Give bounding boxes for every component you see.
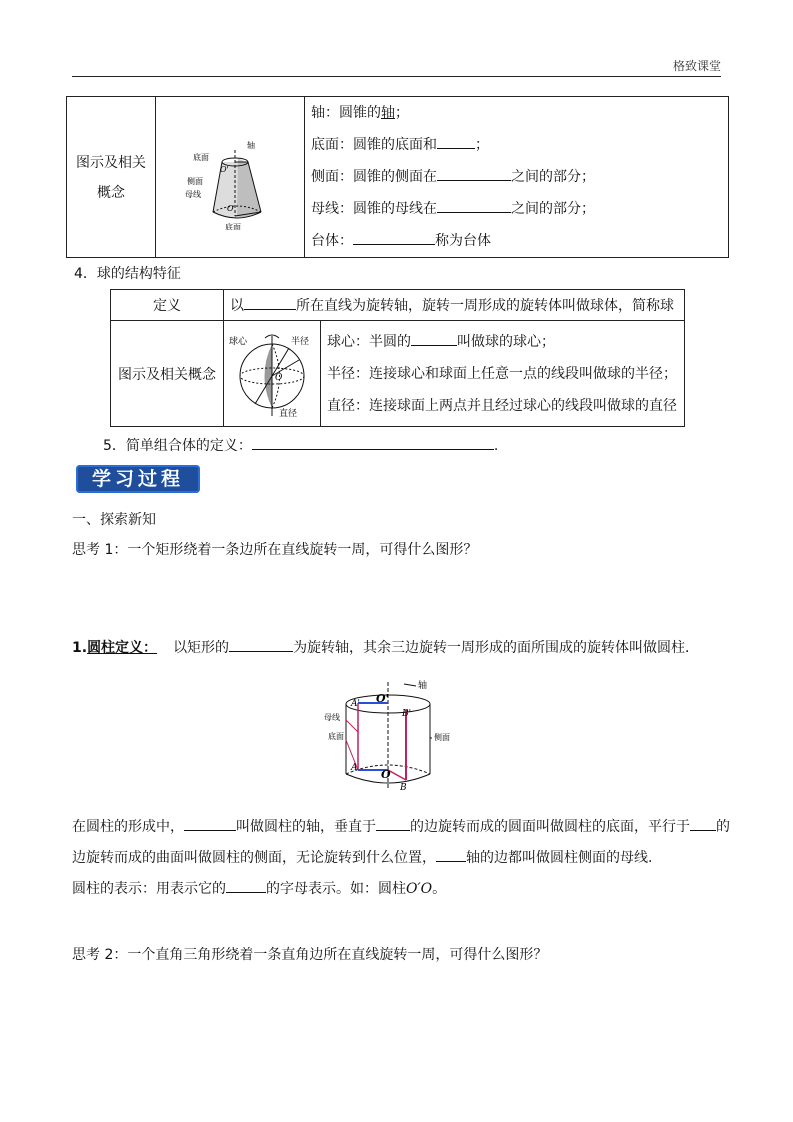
cylinder-o-label: O [381, 768, 391, 781]
formation-line2-p1: 边旋转而成的曲面叫做圆柱的侧面，无论旋转到什么位置， [72, 850, 436, 866]
formation-line2-p2: 轴的边都叫做圆柱侧面的母线. [466, 850, 653, 866]
sphere-fig-label: 图示及相关概念 [111, 321, 224, 427]
frustum-row-generatrix-suffix: 之间的部分； [511, 201, 595, 217]
cylinder-axis-label: 轴 [418, 681, 428, 691]
sphere-row-center [321, 326, 684, 358]
frustum-row-body-blank[interactable] [353, 230, 435, 245]
frustum-row-generatrix-prefix: 母线：圆锥的母线在 [311, 201, 437, 217]
formation-blank-parallel[interactable] [690, 816, 716, 831]
cylinder-oprime-label: O' [376, 692, 389, 705]
frustum-row-generatrix [305, 193, 728, 225]
notation-example: O′O [406, 881, 433, 897]
cylinder-definition [72, 637, 699, 657]
sphere-diameter-label: 直径 [279, 408, 298, 419]
sphere-figure [227, 322, 317, 422]
learning-process-banner: 学习过程 [76, 465, 200, 493]
notation-line [72, 878, 446, 898]
frustum-row-side-prefix: 侧面：圆锥的侧面在 [311, 169, 437, 185]
formation-p4: 的 [716, 819, 730, 835]
formation-blank-perp[interactable] [376, 816, 410, 831]
cylinder-generatrix-label: 母线 [324, 713, 340, 722]
frustum-row-axis-emph: 轴 [381, 105, 395, 121]
sphere-row-radius: 半径：连接球心和球面上任意一点的线段叫做球的半径； [327, 365, 677, 382]
cylinder-def-suffix: 为旋转轴，其余三边旋转一周形成的面所围成的旋转体叫做圆柱． [293, 640, 700, 656]
explore-heading: 一、探索新知 [72, 512, 156, 528]
frustum-table [66, 96, 729, 258]
section5-blank[interactable] [252, 435, 494, 450]
brand-label: 格致课堂 [672, 59, 721, 73]
frustum-row-side [305, 161, 728, 193]
cylinder-def-number: 1. [72, 640, 88, 656]
frustum-row-base-prefix: 底面：圆锥的底面和 [311, 137, 437, 153]
frustum-oprime-label: O' [220, 165, 229, 174]
sphere-table [110, 289, 685, 427]
frustum-row-axis [305, 97, 728, 129]
cylinder-def-blank[interactable] [229, 637, 293, 652]
frustum-o-label: O [227, 204, 234, 213]
cylinder-side-label: 侧面 [434, 733, 450, 742]
cylinder-bprime-label: B' [402, 709, 412, 719]
notation-mid: 的字母表示。如：圆柱 [266, 881, 406, 897]
frustum-label-cell [67, 97, 156, 258]
formation-line1 [72, 816, 730, 836]
frustum-row-axis-prefix: 轴：圆锥的 [311, 105, 381, 121]
sphere-radius-label: 半径 [291, 336, 310, 347]
section5-suffix: . [493, 438, 499, 454]
cylinder-aprime-label: A' [351, 699, 360, 709]
sphere-def-suffix: 所在直线为旋转轴，旋转一周形成的旋转体叫做球体，简称球 [296, 298, 674, 314]
formation-blank-generatrix[interactable] [436, 847, 466, 862]
notation-prefix: 圆柱的表示：用表示它的 [72, 881, 226, 897]
frustum-row-side-blank[interactable] [437, 166, 511, 181]
cylinder-def-label: 圆柱定义： [87, 640, 158, 656]
sphere-def-cell [224, 290, 685, 321]
section5-line [103, 435, 498, 455]
frustum-concepts-cell [305, 97, 729, 258]
sphere-def-blank[interactable] [244, 295, 296, 310]
frustum-side-label: 侧面 [187, 177, 203, 186]
formation-p1: 在圆柱的形成中， [72, 819, 184, 835]
sphere-def-prefix: 以 [230, 298, 244, 314]
frustum-axis-label: 轴 [247, 141, 255, 150]
notation-blank[interactable] [226, 878, 266, 893]
notation-suffix: 。 [432, 881, 447, 897]
sphere-row-center-blank[interactable] [411, 331, 457, 346]
cylinder-base-label: 底面 [328, 732, 344, 741]
frustum-label-line1: 图示及相关 [76, 155, 146, 171]
cylinder-b-label: B [400, 783, 407, 793]
formation-p3: 的边旋转而成的圆面叫做圆柱的底面，平行于 [410, 819, 690, 835]
frustum-figure-cell [156, 97, 305, 258]
sphere-figure-cell [224, 321, 321, 427]
think1-question: 思考 1：一个矩形绕着一条边所在直线旋转一周，可得什么图形？ [72, 542, 478, 558]
frustum-row-base-blank[interactable] [437, 134, 475, 149]
section4-title: 4．球的结构特征 [74, 266, 181, 282]
frustum-row-generatrix-blank[interactable] [437, 198, 511, 213]
sphere-o-label: O [275, 372, 283, 383]
sphere-concepts-cell [321, 321, 685, 427]
cylinder-def-prefix: 以矩形的 [173, 640, 230, 656]
sphere-row-center-prefix: 球心：半圆的 [327, 333, 411, 350]
sphere-def-label: 定义 [111, 290, 224, 321]
sphere-row-center-suffix: 叫做球的球心； [457, 333, 555, 350]
formation-blank-axis[interactable] [184, 816, 236, 831]
frustum-generatrix-label: 母线 [185, 190, 201, 199]
frustum-row-body-suffix: 称为台体 [435, 233, 491, 249]
cylinder-figure [318, 670, 468, 800]
frustum-top-base-label: 底面 [193, 153, 209, 162]
frustum-figure [175, 120, 285, 230]
sphere-row-diameter: 直径：连接球面上两点并且经过球心的线段叫做球的直径 [327, 397, 677, 414]
frustum-label-line2: 概念 [97, 185, 125, 201]
frustum-bottom-base-label: 底面 [225, 223, 241, 230]
frustum-row-body [305, 225, 728, 257]
frustum-row-base [305, 129, 728, 161]
header-rule [72, 76, 721, 77]
formation-p2: 叫做圆柱的轴，垂直于 [236, 819, 376, 835]
sphere-center-label: 球心 [229, 336, 248, 347]
frustum-row-side-suffix: 之间的部分； [511, 169, 595, 185]
frustum-row-base-suffix: ； [475, 137, 489, 153]
frustum-row-axis-suffix: ； [395, 105, 409, 121]
think2-question: 思考 2：一个直角三角形绕着一条直角边所在直线旋转一周，可得什么图形？ [72, 947, 548, 963]
cylinder-a-label: A [351, 763, 358, 773]
frustum-row-body-prefix: 台体： [311, 233, 353, 249]
formation-line2 [72, 847, 652, 867]
section5-prefix: 5．简单组合体的定义： [103, 438, 252, 454]
